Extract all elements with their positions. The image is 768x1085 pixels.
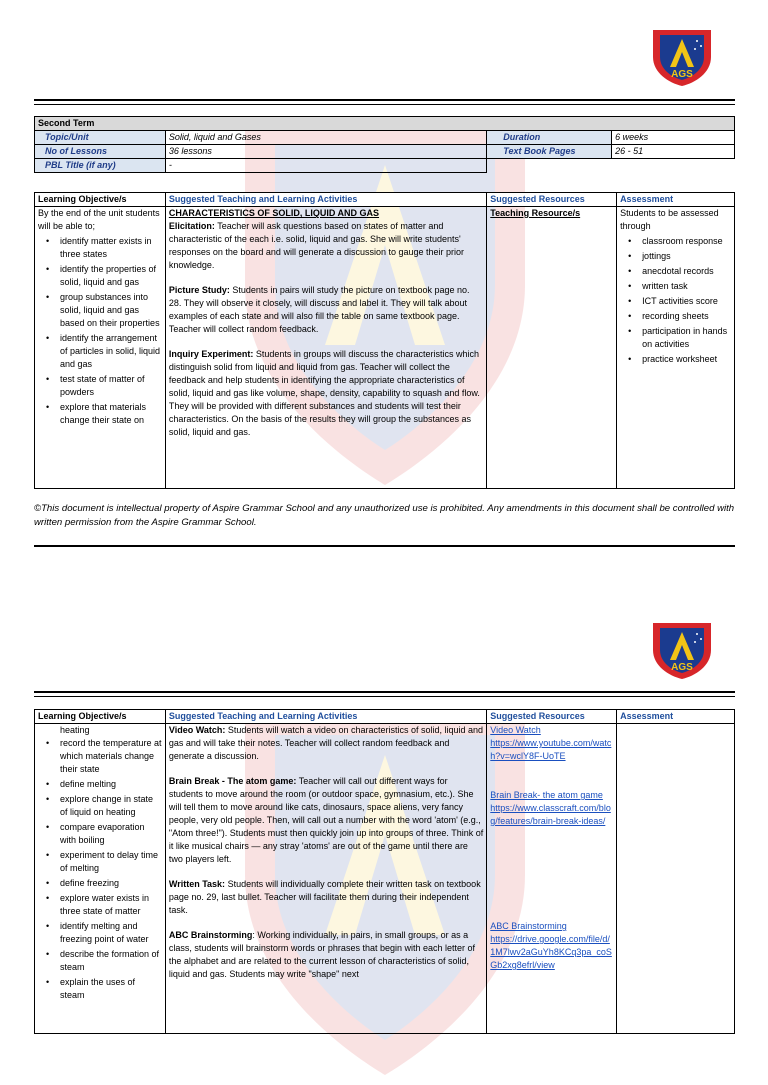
- list-item: • written task: [634, 280, 731, 293]
- objectives-intro: By the end of the unit students will be able to;: [38, 208, 160, 231]
- objective-header: Learning Objective/s: [35, 710, 166, 724]
- activity-paragraph: Inquiry Experiment: Students in groups will discuss the characteristics which distinguish solid from liquid and liquid from gas. Teacher will collect the feedback and help students in identifying the appropriate characteristics of solid, liquid and gas like volume, shape, density, capability to squash and flow. They will be provided with different substances and students will test their characteristics. On the basis of the results they will group the substances as solid, liquid and gas.: [168, 349, 480, 437]
- resource-brain-break-link[interactable]: https://www.classcraft.com/blog/features/brain-break-ideas/: [490, 803, 611, 826]
- objective-header: Learning Objective/s: [35, 193, 166, 207]
- list-item: • identify the arrangement of particles in solid, liquid and gas: [52, 332, 162, 371]
- pbl-label: PBL Title (if any): [35, 159, 166, 173]
- activity-paragraph: Picture Study: Students in pairs will study the picture on textbook page no. 28. They will observe it closely, will discuss and label it. They will talk about examples of each state and will also fill the table on same textbook page. Teacher will collect random feedback.: [168, 285, 470, 334]
- activities-cell: [165, 724, 486, 1034]
- list-item: • identify matter exists in three states: [52, 235, 162, 261]
- activity-paragraph: Written Task: Students will individually complete their written task on textbook page no. 29, last bullet. Teacher will facilitate them during their independent task.: [168, 879, 481, 915]
- list-item: • experiment to delay time of melting: [52, 849, 162, 875]
- list-item: • identify the properties of solid, liquid and gas: [52, 263, 162, 289]
- school-logo-icon: [650, 620, 714, 680]
- list-item: • explore change in state of liquid on heating: [52, 793, 162, 819]
- copyright-notice: ©This document is intellectual property of Aspire Grammar School and any unauthorized use is prohibited. Any amendments in this document shall be controlled with written permission from the Aspire Grammar School.: [34, 503, 735, 528]
- resource-video-label[interactable]: Video Watch: [490, 725, 541, 735]
- list-item: • define freezing: [52, 877, 162, 890]
- list-item: • explain the uses of steam: [52, 976, 162, 1002]
- assessment-header: Assessment: [617, 710, 735, 724]
- pages-label: Text Book Pages: [487, 145, 612, 159]
- term-title: Second Term: [35, 117, 735, 131]
- list-item: • practice worksheet: [634, 353, 731, 366]
- assessment-cell: [617, 724, 735, 1034]
- list-item: • explore water exists in three state of matter: [52, 892, 162, 918]
- activity-paragraph: Elicitation: Teacher will ask questions based on states of matter and characteristic of the each i.e. solid, liquid and gas. She will write students' responses on the board and will generate a discussion to gauge their prior knowledge.: [168, 221, 465, 270]
- objectives-list: [38, 737, 162, 1002]
- header-divider-thin: [34, 696, 735, 697]
- activities-header: Suggested Teaching and Learning Activities: [165, 193, 486, 207]
- svg-text:AGS: AGS: [671, 69, 693, 80]
- list-item: • define melting: [52, 778, 162, 791]
- activity-paragraph: ABC Brainstorming: Working individually, in pairs, in small groups, or as a class, students will brainstorm words or phrases that begin with each letter of the alphabet and are related to the current lesson of characteristics of solid, liquid and gas. Students may write "shape" next: [168, 930, 476, 979]
- objective-continued: heating: [60, 725, 90, 735]
- list-item: • recording sheets: [634, 310, 731, 323]
- list-item: • identify melting and freezing point of water: [52, 920, 162, 946]
- list-item: • compare evaporation with boiling: [52, 821, 162, 847]
- list-item: • group substances into solid, liquid and gas based on their properties: [52, 291, 162, 330]
- resources-cell: [487, 724, 617, 1034]
- assessment-intro: Students to be assessed through: [620, 208, 719, 231]
- pbl-value: -: [165, 159, 486, 173]
- topic-label: Topic/Unit: [35, 131, 166, 145]
- resource-video-link[interactable]: https://www.youtube.com/watch?v=wclY8F-UoTE: [490, 738, 612, 761]
- list-item: • participation in hands on activities: [634, 325, 731, 351]
- duration-label: Duration: [487, 131, 612, 145]
- lessons-value: 36 lessons: [165, 145, 486, 159]
- resources-heading: Teaching Resource/s: [490, 208, 581, 218]
- list-item: • jottings: [634, 250, 731, 263]
- list-item: • describe the formation of steam: [52, 948, 162, 974]
- header-divider: [34, 691, 735, 693]
- list-item: • explore that materials change their state on: [52, 401, 162, 427]
- list-item: • classroom response: [634, 235, 731, 248]
- pages-value: 26 - 51: [612, 145, 735, 159]
- resources-header: Suggested Resources: [487, 193, 617, 207]
- objectives-cell: [35, 724, 166, 1034]
- lesson-plan-table-2: [34, 709, 735, 1034]
- list-item: • record the temperature at which materials change their state: [52, 737, 162, 776]
- resource-brain-break-label[interactable]: Brain Break- the atom game: [490, 790, 603, 800]
- resource-abc-link[interactable]: https://drive.google.com/file/d/1M7lwv2aGuYh8KCq3pa_coSGb2xg8efrl/view: [490, 934, 612, 970]
- duration-value: 6 weeks: [612, 131, 735, 145]
- resources-header: Suggested Resources: [487, 710, 617, 724]
- activity-paragraph: Video Watch: Students will watch a video on characteristics of solid, liquid and gas and will take their notes. Teacher will collect random feedback and generate a discussion.: [168, 725, 484, 761]
- list-item: • anecdotal records: [634, 265, 731, 278]
- activities-heading: CHARACTERISTICS OF SOLID, LIQUID AND GAS: [168, 208, 380, 218]
- assessment-header: Assessment: [617, 193, 735, 207]
- svg-text:AGS: AGS: [671, 662, 693, 673]
- list-item: • test state of matter of powders: [52, 373, 162, 399]
- list-item: • ICT activities score: [634, 295, 731, 308]
- activity-paragraph: Brain Break - The atom game: Teacher will call out different ways for students to move around the room (or outdoor space, gymnasium, etc.). She will tell them to move around like cats, dinosaurs, space aliens, very fancy people, very old people. Then, will call out a number with the word 'atom' (e.g., "Atom three!"). Students must then quickly join up into groups of three. Think of it like musical chairs — any stray 'atoms' are out of the game until there are two players left.: [168, 776, 484, 864]
- activities-header: Suggested Teaching and Learning Activities: [165, 710, 486, 724]
- resource-abc-label[interactable]: ABC Brainstorming: [490, 921, 567, 931]
- lessons-label: No of Lessons: [35, 145, 166, 159]
- topic-value: Solid, liquid and Gases: [165, 131, 486, 145]
